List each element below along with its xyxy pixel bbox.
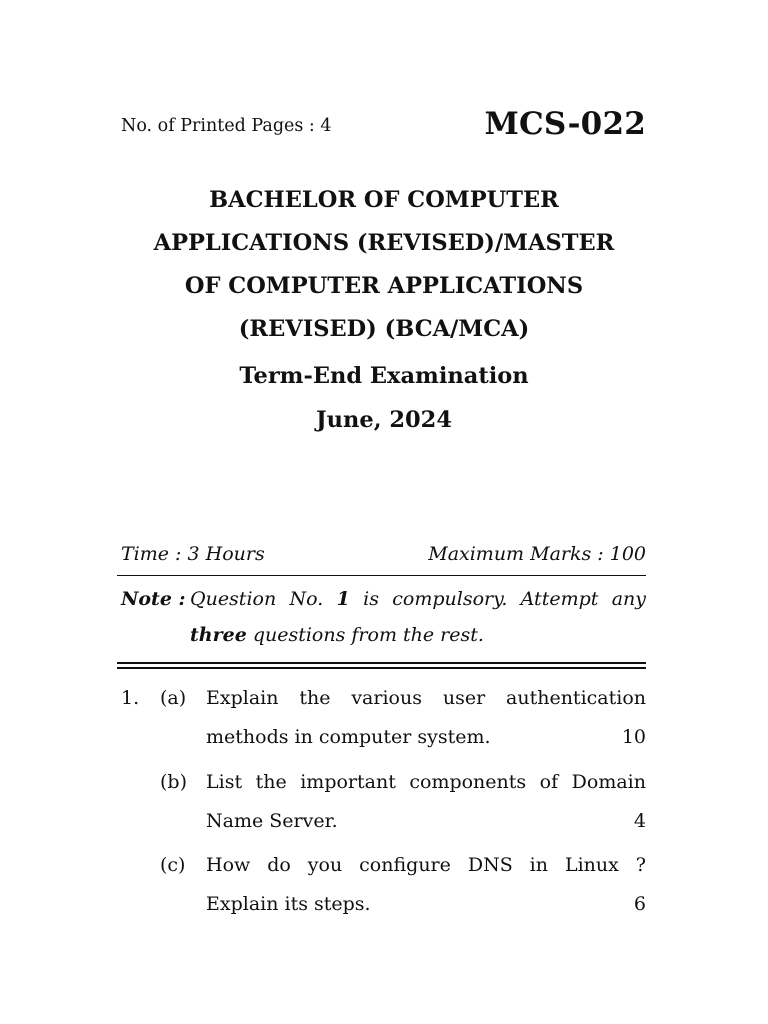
title-line: APPLICATIONS (REVISED)/MASTER bbox=[153, 230, 615, 256]
note-text bbox=[190, 624, 484, 646]
part-marks: 10 bbox=[621, 726, 646, 748]
note-text-part: Question No. bbox=[190, 588, 337, 610]
part-marks: 6 bbox=[633, 893, 646, 915]
note-emphasis: three bbox=[190, 624, 247, 646]
note-emphasis: 1 bbox=[336, 588, 350, 610]
double-divider-top bbox=[117, 662, 646, 664]
part-text: Explain its steps. bbox=[206, 893, 371, 915]
part-text-continued bbox=[206, 893, 646, 915]
divider bbox=[117, 575, 646, 576]
part-text-continued bbox=[206, 810, 646, 832]
title-line: BACHELOR OF COMPUTER bbox=[209, 187, 559, 213]
printed-pages: No. of Printed Pages : 4 bbox=[121, 116, 332, 136]
part-marks: 4 bbox=[633, 810, 646, 832]
part-text-continued bbox=[206, 726, 646, 748]
part-text: How do you configure DNS in Linux ? bbox=[206, 854, 646, 876]
maximum-marks: Maximum Marks : 100 bbox=[428, 543, 646, 565]
part-text: List the important components of Domain bbox=[206, 771, 646, 793]
part-text: Explain the various user authentication bbox=[206, 687, 646, 709]
note-text bbox=[190, 588, 646, 610]
double-divider-bottom bbox=[117, 667, 646, 669]
part-text: methods in computer system. bbox=[206, 726, 491, 748]
note-label: Note : bbox=[121, 588, 186, 610]
part-label: (b) bbox=[160, 771, 187, 793]
exam-date: June, 2024 bbox=[316, 407, 452, 433]
part-label: (a) bbox=[160, 687, 187, 709]
part-text: Name Server. bbox=[206, 810, 338, 832]
part-label: (c) bbox=[160, 854, 186, 876]
title-line: OF COMPUTER APPLICATIONS bbox=[184, 273, 584, 299]
exam-name: Term-End Examination bbox=[239, 363, 529, 389]
programme-title bbox=[100, 182, 668, 354]
time-allowed: Time : 3 Hours bbox=[121, 543, 265, 565]
title-line: (REVISED) (BCA/MCA) bbox=[238, 316, 530, 342]
page-header bbox=[121, 106, 646, 146]
paper-code: MCS-022 bbox=[484, 106, 646, 142]
question-number: 1. bbox=[121, 687, 140, 709]
note-text-part: is compulsory. Attempt any bbox=[349, 588, 646, 610]
note-text-part: questions from the rest. bbox=[246, 624, 484, 646]
